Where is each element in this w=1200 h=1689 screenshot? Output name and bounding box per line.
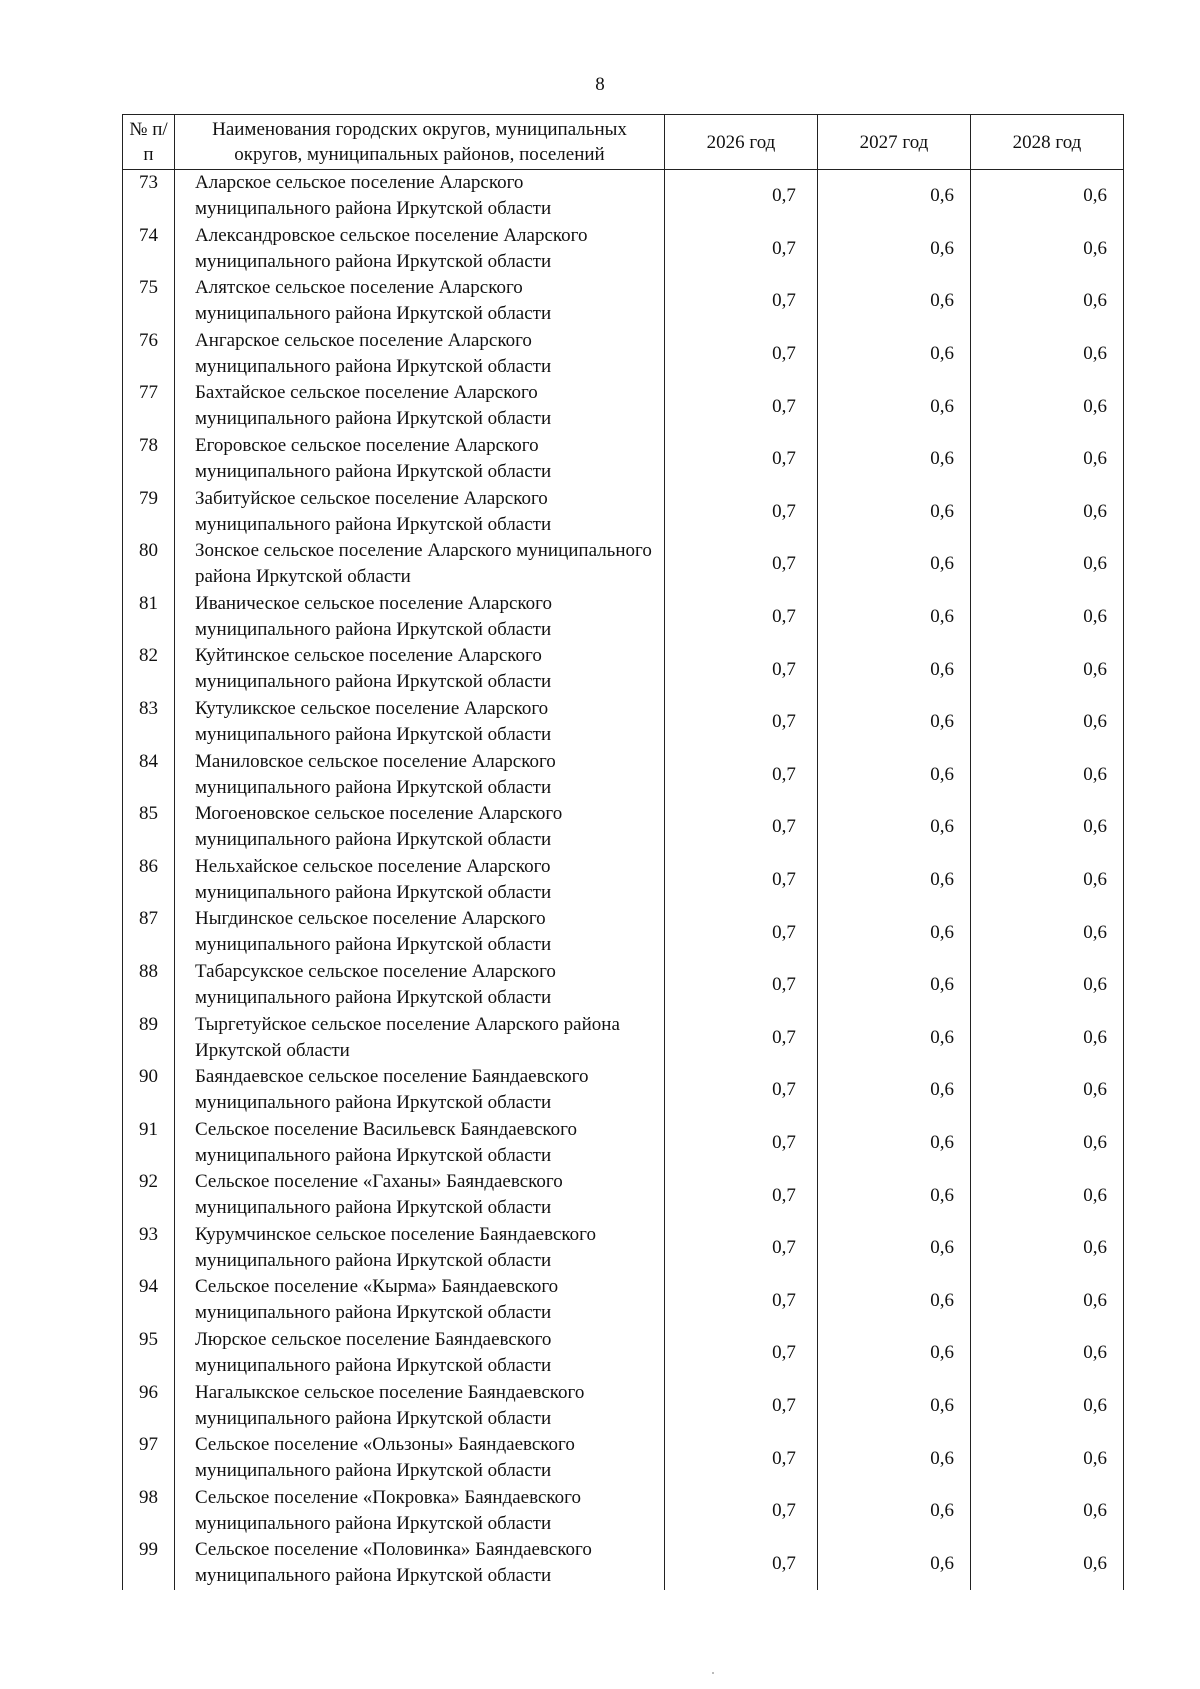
value-2028: 0,6 [971,906,1124,959]
row-number: 79 [123,486,175,539]
row-name: Алятское сельское поселение Аларского муниципального района Иркутской области [175,275,665,328]
value-2026: 0,7 [665,959,818,1012]
value-2026: 0,7 [665,170,818,223]
value-2026: 0,7 [665,801,818,854]
row-name: Люрское сельское поселение Баяндаевского муниципального района Иркутской области [175,1327,665,1380]
table-row [123,1380,1124,1433]
value-2027: 0,6 [818,433,971,486]
value-2026: 0,7 [665,538,818,591]
row-number: 96 [123,1380,175,1433]
row-name: Бахтайское сельское поселение Аларского муниципального района Иркутской области [175,380,665,433]
row-number: 91 [123,1117,175,1170]
table-row [123,486,1124,539]
scan-speck [712,1672,714,1674]
header-num: № п/п [123,115,175,170]
row-number: 86 [123,854,175,907]
table-row [123,643,1124,696]
value-2027: 0,6 [818,275,971,328]
page-number: 8 [595,74,605,95]
value-2027: 0,6 [818,1117,971,1170]
row-number: 76 [123,328,175,381]
value-2027: 0,6 [818,1432,971,1485]
row-number: 73 [123,170,175,223]
table-row [123,1012,1124,1065]
row-name: Курумчинское сельское поселение Баяндаевского муниципального района Иркутской области [175,1222,665,1275]
value-2028: 0,6 [971,854,1124,907]
value-2028: 0,6 [971,1117,1124,1170]
row-number: 82 [123,643,175,696]
value-2026: 0,7 [665,275,818,328]
value-2027: 0,6 [818,1537,971,1590]
value-2028: 0,6 [971,538,1124,591]
row-name: Сельское поселение «Ользоны» Баяндаевского муниципального района Иркутской области [175,1432,665,1485]
table-row [123,1222,1124,1275]
header-name: Наименования городских округов, муниципальных округов, муниципальных районов, поселений [175,115,665,170]
table-row [123,1064,1124,1117]
table-row [123,1537,1124,1590]
value-2026: 0,7 [665,906,818,959]
table-row [123,1169,1124,1222]
table-row [123,223,1124,276]
value-2027: 0,6 [818,1485,971,1538]
row-name: Иваническое сельское поселение Аларского муниципального района Иркутской области [175,591,665,644]
value-2026: 0,7 [665,1537,818,1590]
row-name: Табарсукское сельское поселение Аларского муниципального района Иркутской области [175,959,665,1012]
row-name: Сельское поселение «Гаханы» Баяндаевского муниципального района Иркутской области [175,1169,665,1222]
row-number: 92 [123,1169,175,1222]
row-number: 89 [123,1012,175,1065]
row-name: Баяндаевское сельское поселение Баяндаевского муниципального района Иркутской области [175,1064,665,1117]
header-2027: 2027 год [818,115,971,170]
value-2028: 0,6 [971,749,1124,802]
value-2026: 0,7 [665,854,818,907]
table-row [123,749,1124,802]
table-row [123,854,1124,907]
value-2028: 0,6 [971,170,1124,223]
value-2028: 0,6 [971,1064,1124,1117]
row-name: Ангарское сельское поселение Аларского муниципального района Иркутской области [175,328,665,381]
value-2028: 0,6 [971,1380,1124,1433]
row-number: 83 [123,696,175,749]
value-2026: 0,7 [665,1169,818,1222]
value-2027: 0,6 [818,906,971,959]
value-2027: 0,6 [818,1064,971,1117]
value-2028: 0,6 [971,433,1124,486]
value-2028: 0,6 [971,1432,1124,1485]
value-2027: 0,6 [818,1327,971,1380]
value-2027: 0,6 [818,959,971,1012]
value-2028: 0,6 [971,643,1124,696]
value-2028: 0,6 [971,1274,1124,1327]
value-2027: 0,6 [818,1274,971,1327]
table-header-row [123,115,1124,170]
value-2027: 0,6 [818,643,971,696]
table-row [123,959,1124,1012]
row-number: 98 [123,1485,175,1538]
row-name: Аларское сельское поселение Аларского муниципального района Иркутской области [175,170,665,223]
row-number: 78 [123,433,175,486]
value-2028: 0,6 [971,380,1124,433]
row-number: 87 [123,906,175,959]
value-2026: 0,7 [665,591,818,644]
value-2027: 0,6 [818,170,971,223]
header-2028: 2028 год [971,115,1124,170]
value-2027: 0,6 [818,380,971,433]
value-2026: 0,7 [665,643,818,696]
row-name: Александровское сельское поселение Аларского муниципального района Иркутской области [175,223,665,276]
value-2027: 0,6 [818,1012,971,1065]
value-2026: 0,7 [665,328,818,381]
settlements-table [122,114,1124,1590]
row-number: 75 [123,275,175,328]
row-number: 99 [123,1537,175,1590]
value-2027: 0,6 [818,1169,971,1222]
row-number: 97 [123,1432,175,1485]
row-number: 88 [123,959,175,1012]
value-2026: 0,7 [665,486,818,539]
value-2027: 0,6 [818,801,971,854]
header-2026: 2026 год [665,115,818,170]
table-row [123,170,1124,223]
row-number: 93 [123,1222,175,1275]
value-2026: 0,7 [665,433,818,486]
row-name: Могоеновское сельское поселение Аларского муниципального района Иркутской области [175,801,665,854]
row-name: Тыргетуйское сельское поселение Аларского района Иркутской области [175,1012,665,1065]
table-row [123,801,1124,854]
row-number: 80 [123,538,175,591]
value-2026: 0,7 [665,1432,818,1485]
table-row [123,1274,1124,1327]
value-2026: 0,7 [665,1380,818,1433]
value-2028: 0,6 [971,591,1124,644]
value-2026: 0,7 [665,223,818,276]
row-name: Нагалыкское сельское поселение Баяндаевского муниципального района Иркутской области [175,1380,665,1433]
row-name: Кутуликское сельское поселение Аларского муниципального района Иркутской области [175,696,665,749]
value-2028: 0,6 [971,223,1124,276]
value-2028: 0,6 [971,1169,1124,1222]
row-number: 74 [123,223,175,276]
row-name: Сельское поселение Васильевск Баяндаевского муниципального района Иркутской области [175,1117,665,1170]
row-number: 90 [123,1064,175,1117]
value-2027: 0,6 [818,749,971,802]
row-name: Нельхайское сельское поселение Аларского муниципального района Иркутской области [175,854,665,907]
table-row [123,906,1124,959]
value-2028: 0,6 [971,328,1124,381]
row-number: 94 [123,1274,175,1327]
value-2026: 0,7 [665,1485,818,1538]
table-row [123,1485,1124,1538]
value-2027: 0,6 [818,486,971,539]
table-row [123,696,1124,749]
value-2027: 0,6 [818,223,971,276]
table-row [123,591,1124,644]
value-2027: 0,6 [818,328,971,381]
table-row [123,275,1124,328]
row-number: 81 [123,591,175,644]
value-2026: 0,7 [665,749,818,802]
row-number: 84 [123,749,175,802]
row-name: Забитуйское сельское поселение Аларского муниципального района Иркутской области [175,486,665,539]
table-row [123,1117,1124,1170]
value-2028: 0,6 [971,1537,1124,1590]
row-name: Сельское поселение «Покровка» Баяндаевского муниципального района Иркутской области [175,1485,665,1538]
row-number: 85 [123,801,175,854]
table-row [123,1327,1124,1380]
value-2027: 0,6 [818,1380,971,1433]
row-name: Маниловское сельское поселение Аларского муниципального района Иркутской области [175,749,665,802]
row-name: Сельское поселение «Кырма» Баяндаевского муниципального района Иркутской области [175,1274,665,1327]
value-2028: 0,6 [971,486,1124,539]
row-name: Зонское сельское поселение Аларского муниципального района Иркутской области [175,538,665,591]
table-body [123,170,1124,1591]
row-name: Сельское поселение «Половинка» Баяндаевского муниципального района Иркутской области [175,1537,665,1590]
value-2028: 0,6 [971,1222,1124,1275]
value-2028: 0,6 [971,696,1124,749]
value-2028: 0,6 [971,959,1124,1012]
value-2028: 0,6 [971,801,1124,854]
value-2026: 0,7 [665,1064,818,1117]
table-row [123,380,1124,433]
value-2026: 0,7 [665,1274,818,1327]
table-row [123,1432,1124,1485]
row-number: 77 [123,380,175,433]
row-name: Ныгдинское сельское поселение Аларского муниципального района Иркутской области [175,906,665,959]
row-number: 95 [123,1327,175,1380]
table-row [123,328,1124,381]
value-2028: 0,6 [971,1327,1124,1380]
value-2026: 0,7 [665,1327,818,1380]
value-2026: 0,7 [665,1222,818,1275]
value-2027: 0,6 [818,538,971,591]
row-name: Егоровское сельское поселение Аларского муниципального района Иркутской области [175,433,665,486]
value-2028: 0,6 [971,1485,1124,1538]
value-2026: 0,7 [665,1117,818,1170]
value-2028: 0,6 [971,1012,1124,1065]
value-2028: 0,6 [971,275,1124,328]
row-name: Куйтинское сельское поселение Аларского муниципального района Иркутской области [175,643,665,696]
table-row [123,538,1124,591]
value-2027: 0,6 [818,1222,971,1275]
value-2026: 0,7 [665,696,818,749]
table-row [123,433,1124,486]
value-2027: 0,6 [818,854,971,907]
value-2026: 0,7 [665,1012,818,1065]
value-2027: 0,6 [818,696,971,749]
value-2026: 0,7 [665,380,818,433]
value-2027: 0,6 [818,591,971,644]
